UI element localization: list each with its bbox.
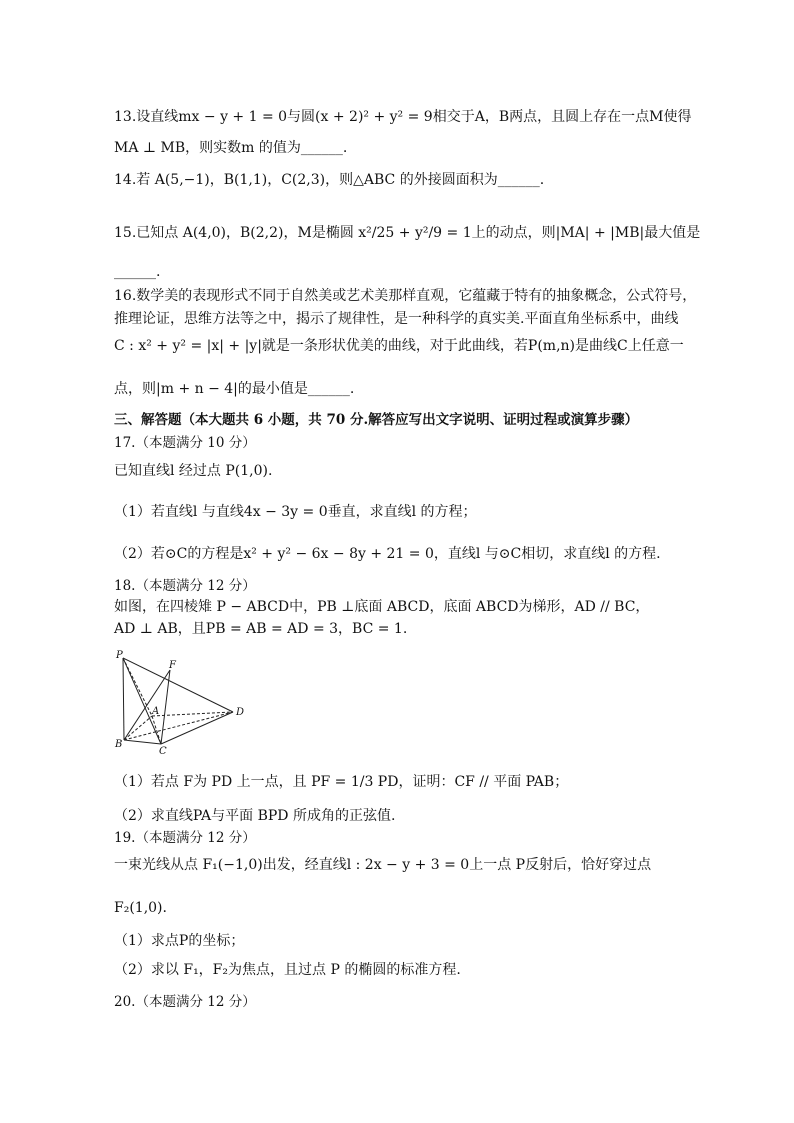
label-D: D (236, 707, 245, 718)
q16-line1: 16.数学美的表现形式不同于自然美或艺术美那样直观，它蕴藏于特有的抽象概念，公式符号， (114, 288, 697, 304)
q16-line3: C : x² + y² = |x| + |y|就是一条形状优美的曲线，对于此曲线，若P(m,n)是曲线C上任意一 (114, 338, 684, 354)
q19-stem2: F₂(1,0). (114, 900, 167, 916)
q18-part2: （2）求直线PA与平面 BPD 所成角的正弦值. (114, 808, 396, 824)
q13-line1: 13.设直线mx − y + 1 = 0与圆(x + 2)² + y² = 9相交于A，B两点，且圆上存在一点M使得 (114, 109, 692, 125)
q18-stem1: 如图，在四棱雉 P − ABCD中，PB ⊥底面 ABCD，底面 ABCD为梯形，AD // BC， (114, 599, 650, 615)
q17-part2: （2）若⊙C的方程是x² + y² − 6x − 8y + 21 = 0，直线l 与⊙C相切，求直线l 的方程. (114, 546, 661, 562)
q18-stem2: AD ⊥ AB，且PB = AB = AD = 3，BC = 1. (114, 621, 408, 637)
q20-score: 20.（本题满分 12 分） (114, 994, 256, 1010)
q16-line2: 推理论证，思维方法等之中，揭示了规律性，是一种科学的真实美.平面直角坐标系中，曲线 (114, 311, 679, 327)
q14-line1: 14.若 A(5,−1)，B(1,1)，C(2,3)，则△ABC 的外接圆面积为______. (114, 172, 545, 188)
q19-score: 19.（本题满分 12 分） (114, 830, 256, 846)
label-F: F (169, 660, 176, 671)
q17-score: 17.（本题满分 10 分） (114, 435, 256, 451)
label-C: C (159, 746, 167, 756)
q17-part1: （1）若直线l 与直线4x − 3y = 0垂直，求直线l 的方程； (114, 504, 477, 520)
label-B: B (115, 739, 123, 750)
q13-line2: MA ⊥ MB，则实数m 的值为______. (114, 140, 348, 156)
q16-line4: 点，则|m + n − 4|的最小值是______. (114, 381, 355, 397)
label-A: A (152, 706, 160, 717)
q15-line1: 15.已知点 A(4,0)，B(2,2)，M是椭圆 x²/25 + y²/9 = 1上的动点，则|MA| + |MB|最大值是 (114, 225, 701, 241)
q19-part1: （1）求点P的坐标； (114, 933, 245, 949)
q19-part2: （2）求以 F₁，F₂为焦点，且过点 P 的椭圆的标准方程. (114, 962, 461, 978)
q17-stem: 已知直线l 经过点 P(1,0). (114, 463, 273, 479)
pyramid-figure (114, 648, 252, 756)
q18-score: 18.（本题满分 12 分） (114, 578, 256, 594)
label-P: P (116, 650, 123, 661)
q18-part1: （1）若点 F为 PD 上一点，且 PF = 1/3 PD，证明：CF // 平面 PAB； (114, 774, 569, 790)
q15-line2: ______. (114, 264, 161, 280)
section3-heading: 三、解答题（本大题共 6 小题，共 70 分.解答应写出文字说明、证明过程或演算步骤） (114, 412, 639, 428)
q19-stem1: 一束光线从点 F₁(−1,0)出发，经直线l : 2x − y + 3 = 0上一点 P反射后，恰好穿过点 (114, 857, 652, 873)
